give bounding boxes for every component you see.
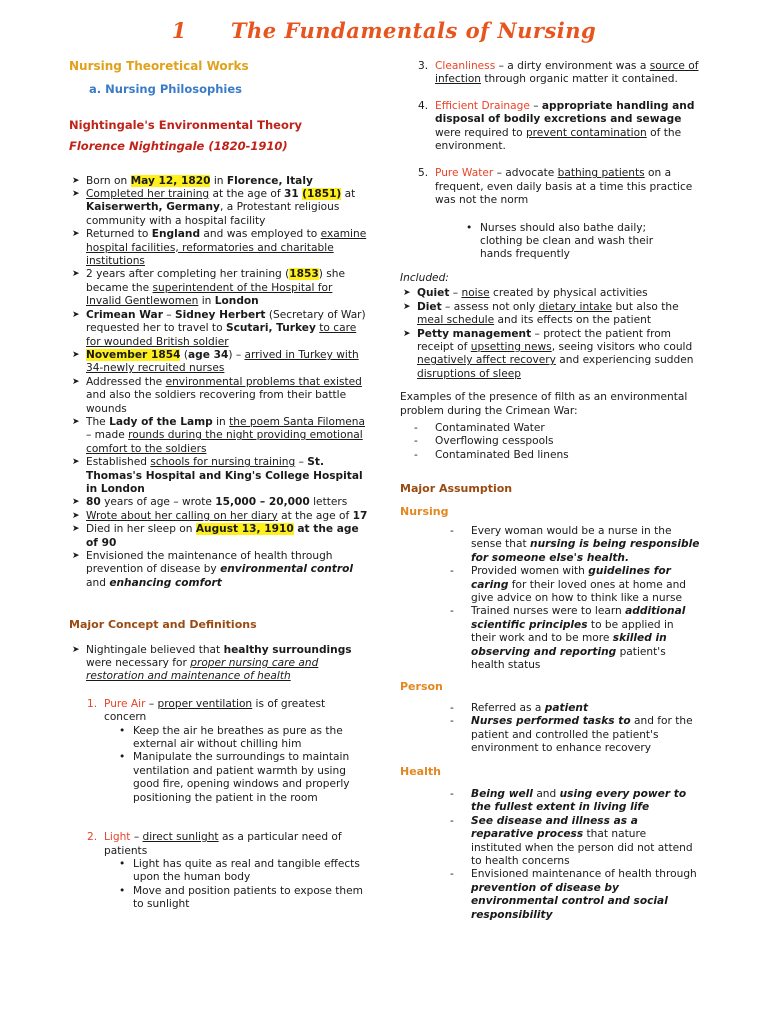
list-item: • Move and position patients to expose them to sunlight — [119, 885, 369, 912]
left-column — [69, 60, 369, 912]
list-item: ➤ Returned to England and was employed to examine hospital facilities, reformatories and charitable institutions — [69, 228, 369, 268]
list-item: ➤ Quiet – noise created by physical activities — [400, 287, 700, 300]
concept-pure-water: 5. Pure Water – advocate bathing patients on a frequent, even daily basis at a time this practice was not the norm — [418, 167, 693, 207]
concept-drainage: 4. Efficient Drainage – appropriate handling and disposal of bodily excretions and sewage were required to prevent contamination of the environment. — [418, 99, 695, 153]
subsection-heading: a. Nursing Philosophies — [89, 82, 242, 97]
included-label: Included: — [400, 271, 449, 284]
belief-list — [69, 644, 369, 684]
included-list — [400, 287, 700, 381]
chapter-title: The Fundamentals of Nursing — [230, 18, 597, 43]
list-item: • Light has quite as real and tangible effects upon the human body — [119, 858, 369, 885]
list-item: - Provided women with guidelines for caring for their loved ones at home and give advice on how to think like a nurse — [450, 565, 700, 605]
list-item: ➤ Nightingale believed that healthy surroundings were necessary for proper nursing care and restoration and maintenance of health — [69, 644, 369, 684]
list-item: - Nurses performed tasks to and for the patient and controlled the patient's environment to enhance recovery — [450, 715, 700, 755]
pure-air-sublist — [119, 725, 369, 805]
list-item: - Trained nurses were to learn additional scientific principles to be applied in their work and to be more skilled in observing and reporting patient's health status — [450, 605, 700, 672]
list-item: - Being well and using every power to the fullest extent in living life — [450, 788, 700, 815]
list-item: ➤ Established schools for nursing training – St. Thomas's Hospital and King's College Hospital in London — [69, 456, 369, 496]
concept-light: 2. Light – direct sunlight as a particular need of patients — [87, 831, 342, 857]
list-item: ➤ Petty management – protect the patient from receipt of upsetting news, seeing visitors who could negatively affect recovery and experiencing sudden disruptions of sleep — [400, 328, 700, 382]
right-column — [400, 60, 700, 922]
concept-term: Pure Water — [435, 167, 494, 180]
list-item: ➤ Addressed the environmental problems that existed and also the soldiers recovering from their battle wounds — [69, 376, 369, 416]
health-heading: Health — [400, 765, 441, 779]
examples-list — [414, 422, 700, 462]
health-list — [450, 788, 700, 922]
list-item: ➤ The Lady of the Lamp in the poem Santa Filomena – made rounds during the night providing emotional comfort to the soldiers — [69, 416, 369, 456]
list-item: ➤ Died in her sleep on August 13, 1910 at the age of 90 — [69, 523, 369, 550]
page-title — [0, 18, 768, 43]
concept-cleanliness: 3. Cleanliness – a dirty environment was a source of infection through organic matter it contained. — [418, 60, 699, 86]
list-item: ➤ Crimean War – Sidney Herbert (Secretary of War) requested her to travel to Scutari, Turkey to care for wounded British soldier — [69, 309, 369, 349]
list-item: ➤ 2 years after completing her training (1853) she became the superintendent of the Hospital for Invalid Gentlewomen in London — [69, 268, 369, 308]
list-item: - Overflowing cesspools — [414, 435, 700, 448]
concept-pure-air: 1. Pure Air – proper ventilation is of greatest concern — [87, 697, 326, 724]
list-item: • Keep the air he breathes as pure as the external air without chilling him — [119, 725, 369, 752]
nursing-list — [450, 525, 700, 672]
examples-intro: Examples of the presence of filth as an environmental problem during the Crimean War: — [400, 391, 688, 417]
concept-term: Pure Air — [104, 697, 146, 710]
chapter-number: 1 — [171, 18, 187, 43]
list-item: ➤ Born on May 12, 1820 in Florence, Italy — [69, 175, 369, 188]
biography-list — [69, 175, 369, 591]
theory-title: Nightingale's Environmental Theory — [69, 117, 303, 132]
pure-water-sublist — [466, 222, 686, 262]
list-item: ➤ Diet – assess not only dietary intake but also the meal schedule and its effects on the patient — [400, 301, 700, 328]
list-item: - Contaminated Bed linens — [414, 449, 700, 462]
list-item: ➤ Wrote about her calling on her diary at the age of 17 — [69, 510, 369, 523]
list-item: • Manipulate the surroundings to maintain ventilation and patient warmth by using good fire, opening windows and properly positioning the patient in the room — [119, 751, 369, 805]
concepts-heading: Major Concept and Definitions — [69, 618, 257, 632]
list-item: - Every woman would be a nurse in the sense that nursing is being responsible for someone else's health. — [450, 525, 700, 565]
list-item: ➤ November 1854 (age 34) – arrived in Turkey with 34-newly recruited nurses — [69, 349, 369, 376]
list-item: • Nurses should also bathe daily; clothing be clean and wash their hands frequently — [466, 222, 686, 262]
list-item: ➤ 80 years of age – wrote 15,000 – 20,000 letters — [69, 496, 369, 509]
section-heading: Nursing Theoretical Works — [69, 59, 249, 73]
light-sublist — [119, 858, 369, 912]
list-item: - Contaminated Water — [414, 422, 700, 435]
nursing-heading: Nursing — [400, 504, 449, 518]
list-item: - Referred as a patient — [450, 702, 700, 715]
assumption-heading: Major Assumption — [400, 482, 513, 496]
concept-term: Cleanliness — [435, 60, 496, 72]
person-heading: Person — [400, 680, 443, 694]
list-item: ➤ Completed her training at the age of 31 (1851) at Kaiserwerth, Germany, a Protestant religious community with a hospital facility — [69, 188, 369, 228]
concept-term: Efficient Drainage — [435, 99, 530, 112]
list-item: - Envisioned maintenance of health through prevention of disease by environmental control and social responsibility — [450, 868, 700, 922]
list-item: - See disease and illness as a reparative process that nature instituted when the person did not attend to health concerns — [450, 815, 700, 869]
theorist-name: Florence Nightingale (1820-1910) — [69, 139, 288, 154]
list-item: ➤ Envisioned the maintenance of health through prevention of disease by environmental control and enhancing comfort — [69, 550, 369, 590]
concept-term: Light — [104, 831, 131, 844]
person-list — [450, 702, 700, 756]
